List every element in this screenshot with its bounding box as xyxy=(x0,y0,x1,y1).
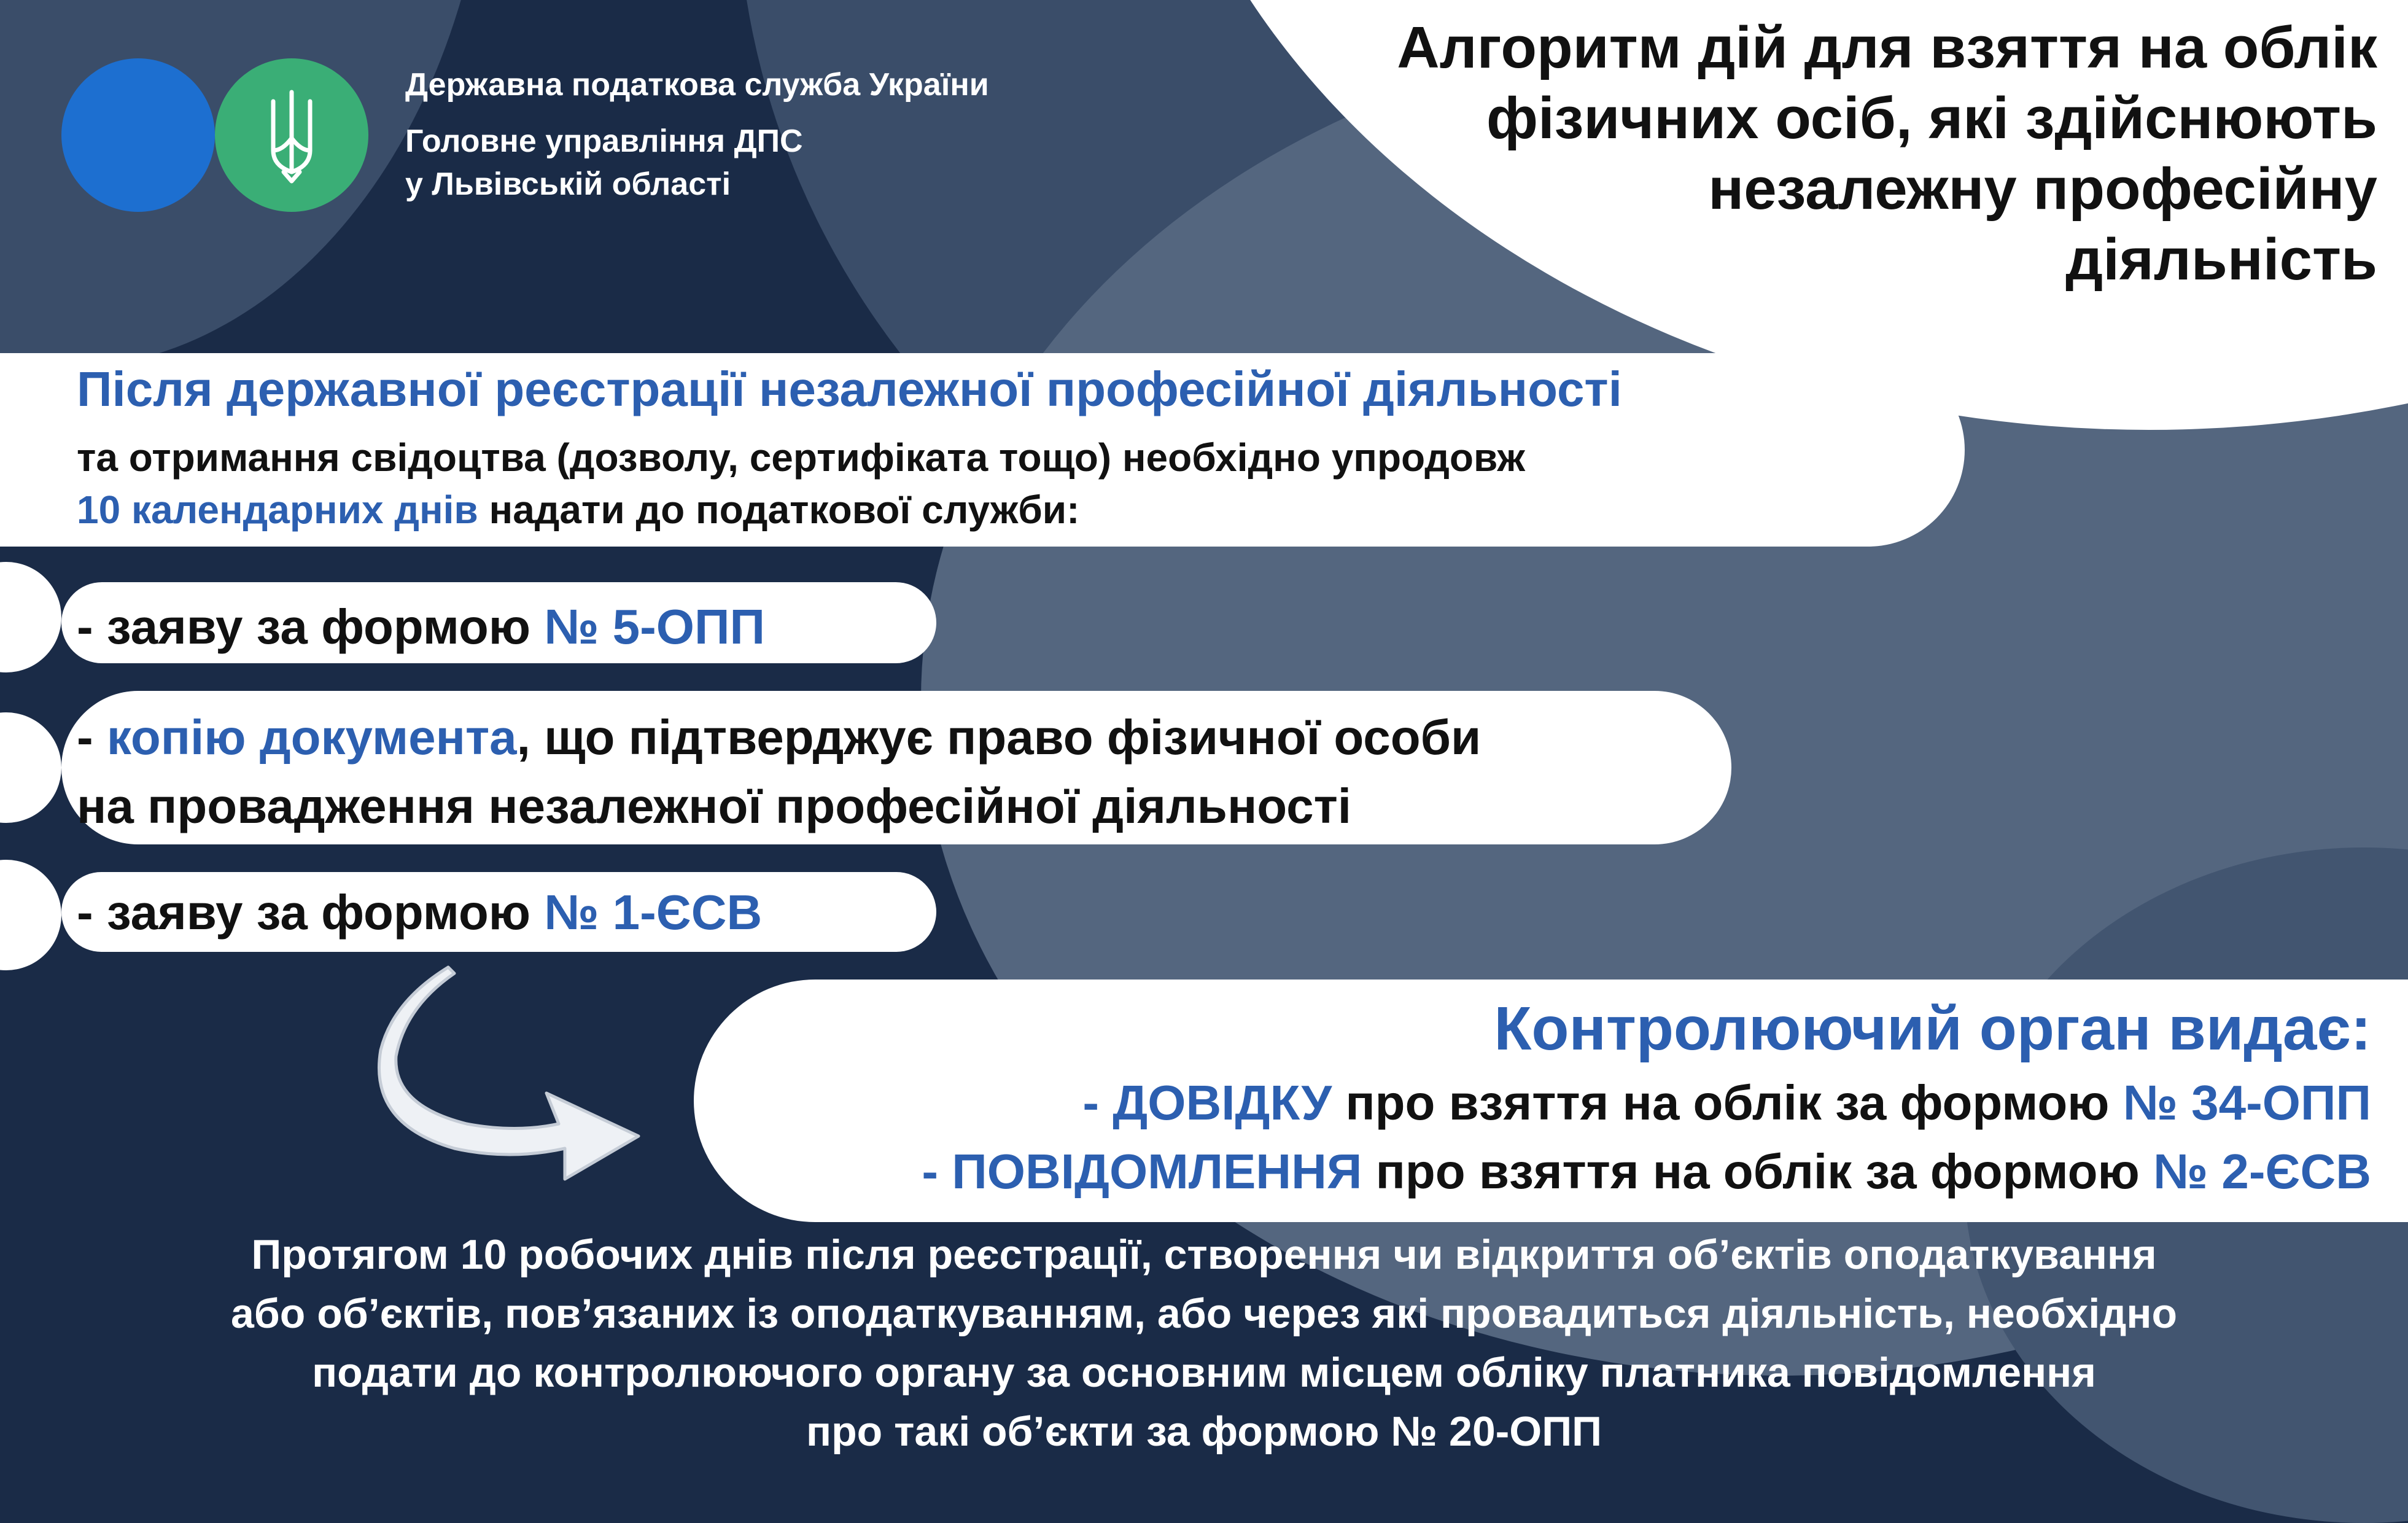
list-item-text: - копію документа, що підтверджує право фізичної особи на провадження незалежної професійної діяльності xyxy=(77,710,1482,833)
intro-line3: 10 календарних днів надати до податкової служби: xyxy=(77,488,1080,532)
form-number: № 1-ЄСВ xyxy=(544,885,763,940)
document-copy-text: копію документа xyxy=(106,710,517,765)
footer-line: Протягом 10 робочих днів після реєстрації, створення чи відкриття об’єктів оподаткування xyxy=(251,1231,2157,1278)
office-line2: у Львівській області xyxy=(405,166,731,202)
result-heading: Контролюючий орган видає: xyxy=(1494,994,2371,1063)
list-item-text: - заяву за формою № 1-ЄСВ xyxy=(77,885,763,940)
result-panel-content xyxy=(922,989,2371,1206)
form-number: № 5-ОПП xyxy=(544,599,766,654)
logo-green-circle xyxy=(215,58,368,212)
logo-blue-circle xyxy=(61,58,215,212)
bullet-stub xyxy=(0,562,61,672)
org-name: Державна податкова служба України xyxy=(405,67,989,103)
title-line: Алгоритм дій для взяття на облік xyxy=(1397,15,2377,80)
deadline-text: 10 календарних днів xyxy=(77,488,478,532)
result-line: - ПОВІДОМЛЕННЯ про взяття на облік за формою № 2-ЄСВ xyxy=(922,1144,2371,1199)
title-line: діяльність xyxy=(2065,227,2377,292)
footer-line: про такі об’єкти за формою № 20-ОПП xyxy=(806,1408,1602,1455)
footer-line: подати до контролюючого органу за основним місцем обліку платника повідомлення xyxy=(312,1349,2096,1396)
intro-line2: та отримання свідоцтва (дозволу, сертифіката тощо) необхідно упродовж xyxy=(77,435,1525,480)
bullet-stub xyxy=(0,860,61,970)
footer-text xyxy=(0,1225,2408,1461)
title-line: незалежну професійну xyxy=(1708,156,2377,222)
intro-heading: Після державної реєстрації незалежної професійної діяльності xyxy=(77,362,1622,416)
title-line: фізичних осіб, які здійснюють xyxy=(1486,85,2377,151)
curved-arrow-icon xyxy=(362,958,682,1191)
page-title xyxy=(1397,12,2377,295)
office-line1: Головне управління ДПС xyxy=(405,123,803,159)
bullet-stub xyxy=(0,712,61,823)
result-line: - ДОВІДКУ про взяття на облік за формою № 34-ОПП xyxy=(1082,1075,2371,1130)
footer-line: або об’єктів, пов’язаних із оподаткуванням, або через які провадиться діяльність, необхідно xyxy=(230,1290,2177,1337)
list-item-text: - заяву за формою № 5-ОПП xyxy=(77,599,766,654)
trident-icon xyxy=(215,58,368,212)
